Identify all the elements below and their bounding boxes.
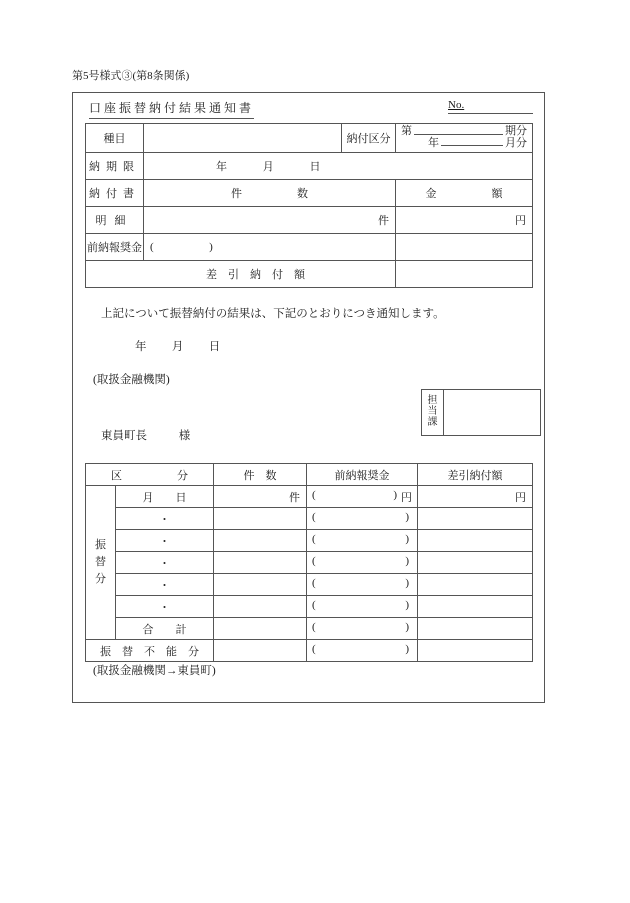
paren-close: )	[405, 511, 409, 523]
row-kensuu[interactable]: 件	[214, 486, 307, 508]
document-number-field	[448, 99, 533, 114]
due-date-month: 月	[262, 161, 274, 174]
document-frame	[72, 92, 545, 703]
paren-open: (	[312, 577, 316, 589]
shumoku-value[interactable]	[144, 124, 342, 153]
table-row	[86, 486, 533, 508]
notification-date-year: 年	[135, 341, 147, 353]
due-date-day: 日	[309, 161, 321, 174]
zennou-label: 前納報奨金	[86, 234, 144, 261]
notification-date-month: 月	[171, 341, 184, 353]
row-kensuu[interactable]	[214, 530, 307, 552]
paren-open: (	[312, 489, 316, 501]
row-sashihiki[interactable]	[418, 618, 533, 640]
paren-close: )	[405, 621, 409, 633]
table-row-unable	[86, 640, 533, 662]
transfer-detail-table	[85, 463, 533, 662]
row-zennou[interactable]	[307, 596, 418, 618]
kubun-prefix-2: 年	[428, 136, 439, 149]
kingaku-value[interactable]: 円	[396, 207, 533, 234]
document-title: 口座振替納付結果通知書	[89, 99, 254, 119]
paren-open: (	[312, 643, 316, 655]
table-row-slip-header	[86, 180, 533, 207]
form-code-label: 第5号様式③(第8条関係)	[72, 70, 190, 82]
header-zennou: 前納報奨金	[307, 464, 418, 486]
paren-close: )	[405, 555, 409, 567]
document-number-label: No.	[448, 99, 465, 111]
addressee-honorific: 様	[178, 430, 191, 442]
row-sashihiki[interactable]	[418, 552, 533, 574]
row-zennou[interactable]	[307, 618, 418, 640]
row-sashihiki[interactable]	[418, 574, 533, 596]
paren-close: )	[405, 577, 409, 589]
table-header-row	[86, 464, 533, 486]
stamp-char-3: 課	[427, 416, 438, 428]
table-row	[86, 596, 533, 618]
row-zennou[interactable]	[307, 574, 418, 596]
row-kubun[interactable]: ・	[116, 596, 214, 618]
paren-close: )	[405, 643, 409, 655]
kingaku-header: 金 額	[396, 180, 533, 207]
paren-close: )	[393, 489, 397, 501]
row-sashihiki[interactable]	[418, 530, 533, 552]
row-kensuu[interactable]	[214, 508, 307, 530]
header-sashihiki: 差引納付額	[418, 464, 533, 486]
stamp-char-1: 担	[427, 395, 438, 407]
stamp-label-tantouka	[422, 390, 444, 436]
table-row-total	[86, 618, 533, 640]
addressee-line	[101, 427, 190, 443]
noufu-kubun-label: 納付区分	[342, 124, 396, 153]
noufusho-label: 納付書	[86, 180, 144, 207]
department-stamp-box	[421, 389, 541, 436]
paren-open: (	[312, 621, 316, 633]
table-row	[86, 574, 533, 596]
footnote-routing: (取扱金融機関→東員町)	[93, 665, 216, 677]
group-label-char-1: 振	[95, 538, 106, 551]
notification-date-day: 日	[208, 341, 221, 353]
row-zennou[interactable]	[307, 552, 418, 574]
table-row-prepay-reward	[86, 234, 533, 261]
group-label-char-2: 替	[95, 555, 106, 568]
paren-open: (	[312, 599, 316, 611]
row-zennou[interactable]	[307, 486, 418, 508]
kensuu-header: 件 数	[144, 180, 396, 207]
row-kensuu[interactable]	[214, 618, 307, 640]
header-kubun: 区 分	[86, 464, 214, 486]
row-zennou[interactable]	[307, 530, 418, 552]
paren-close: )	[405, 533, 409, 545]
row-zennou[interactable]	[307, 640, 418, 662]
table-row	[86, 508, 533, 530]
kubun-suffix-2: 月分	[505, 136, 527, 149]
due-date-label: 納期限	[86, 153, 144, 180]
table-row-shumoku	[86, 124, 533, 153]
stamp-char-2: 当	[427, 406, 438, 418]
row-zennou[interactable]	[307, 508, 418, 530]
zennou-amount[interactable]	[396, 234, 533, 261]
row-kubun-total: 合 計	[116, 618, 214, 640]
sashihiki-label: 差 引 納 付 額	[86, 261, 396, 288]
table-row-net-payment	[86, 261, 533, 288]
zennou-paren-close: )	[209, 241, 213, 254]
payment-summary-table	[85, 123, 533, 288]
stamp-row	[422, 390, 541, 436]
row-kubun[interactable]: ・	[116, 508, 214, 530]
sashihiki-value[interactable]	[396, 261, 533, 288]
header-kensuu: 件 数	[214, 464, 307, 486]
zennou-value[interactable]	[144, 234, 396, 261]
notification-statement: 上記について振替納付の結果は、下記のとおりにつき通知します。	[101, 308, 445, 320]
stamp-value-area[interactable]	[444, 390, 541, 436]
kubun-blank-2[interactable]	[441, 145, 503, 146]
shumoku-label: 種目	[86, 124, 144, 153]
row-kensuu[interactable]	[214, 640, 307, 662]
table-row-slip-values	[86, 207, 533, 234]
addressee-name: 東員町長	[101, 430, 147, 442]
row-sashihiki[interactable]	[418, 640, 533, 662]
paren-open: (	[312, 511, 316, 523]
row-kensuu[interactable]	[214, 596, 307, 618]
paren-open: (	[312, 555, 316, 567]
notification-date-line[interactable]	[135, 338, 220, 354]
yen-unit: 円	[401, 492, 412, 504]
meisai-label: 明細	[86, 207, 144, 234]
table-row	[86, 552, 533, 574]
row-kubun[interactable]: ・	[116, 574, 214, 596]
due-date-year: 年	[216, 161, 227, 174]
group-label-furikaebun	[86, 486, 116, 640]
paren-open: (	[312, 533, 316, 545]
kubun-prefix-1: 第	[401, 125, 412, 137]
row-sashihiki[interactable]: 円	[418, 486, 533, 508]
zennou-paren-open: (	[150, 241, 154, 254]
table-row-due-date	[86, 153, 533, 180]
handling-bank-label: (取扱金融機関)	[93, 374, 170, 386]
row-kubun[interactable]: ・	[116, 530, 214, 552]
row-kensuu[interactable]	[214, 552, 307, 574]
kubun-blank-1[interactable]	[414, 134, 503, 135]
noufu-kubun-value[interactable]	[396, 124, 533, 153]
paren-close: )	[405, 599, 409, 611]
row-kensuu[interactable]	[214, 574, 307, 596]
row-sashihiki[interactable]	[418, 596, 533, 618]
row-sashihiki[interactable]	[418, 508, 533, 530]
row-label-futounou: 振 替 不 能 分	[86, 640, 214, 662]
row-kubun[interactable]: ・	[116, 552, 214, 574]
table-row	[86, 530, 533, 552]
group-label-char-3: 分	[95, 573, 106, 586]
row-kubun: 月 日	[116, 486, 214, 508]
kensuu-value[interactable]: 件	[144, 207, 396, 234]
kubun-suffix-1: 期分	[505, 125, 527, 137]
due-date-value[interactable]	[144, 153, 533, 180]
